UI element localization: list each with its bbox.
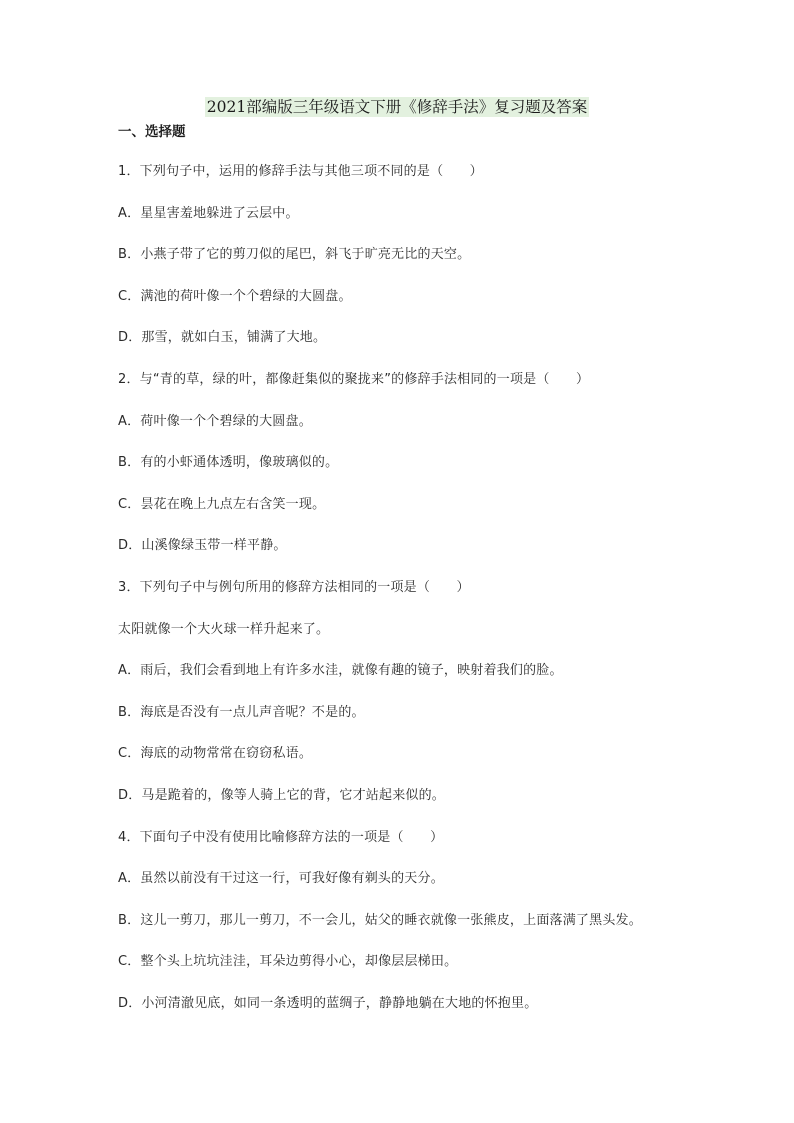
q3-option-a: A．雨后，我们会看到地上有许多水洼，就像有趣的镜子，映射着我们的脸。 (118, 663, 563, 678)
title-text: 2021部编版三年级语文下册《修辞手法》复习题及答案 (206, 98, 588, 116)
q2-option-a: A．荷叶像一个个碧绿的大圆盘。 (118, 414, 312, 429)
q3-example: 太阳就像一个大火球一样升起来了。 (118, 622, 330, 637)
question-4: 4．下面句子中没有使用比喻修辞方法的一项是（ ） (118, 830, 444, 845)
q1-option-d: D．那雪，就如白玉，铺满了大地。 (118, 330, 327, 345)
q2-option-b: B．有的小虾通体透明，像玻璃似的。 (118, 455, 339, 470)
q3-option-d: D．马是跪着的，像等人骑上它的背，它才站起来似的。 (118, 788, 446, 803)
q4-option-b: B．这儿一剪刀，那儿一剪刀，不一会儿，姑父的睡衣就像一张熊皮，上面落满了黑头发。 (118, 913, 642, 928)
q1-option-c: C．满池的荷叶像一个个碧绿的大圆盘。 (118, 289, 352, 304)
q2-option-d: D．山溪像绿玉带一样平静。 (118, 538, 287, 553)
question-1: 1．下列句子中，运用的修辞手法与其他三项不同的是（ ） (118, 164, 483, 179)
q2-option-c: C．昙花在晚上九点左右含笑一现。 (118, 497, 326, 512)
question-3: 3．下列句子中与例句所用的修辞方法相同的一项是（ ） (118, 580, 470, 595)
q1-option-a: A．星星害羞地躲进了云层中。 (118, 206, 299, 221)
q4-option-d: D．小河清澈见底，如同一条透明的蓝绸子，静静地躺在大地的怀抱里。 (118, 996, 538, 1011)
q3-option-b: B．海底是否没有一点儿声音呢？不是的。 (118, 705, 365, 720)
document-title (0, 95, 794, 117)
section-heading: 一、选择题 (118, 124, 186, 140)
q4-option-a: A．虽然以前没有干过这一行，可我好像有剃头的天分。 (118, 871, 444, 886)
question-2: 2．与“青的草，绿的叶，都像赶集似的聚拢来”的修辞手法相同的一项是（ ） (118, 372, 590, 387)
q3-option-c: C．海底的动物常常在窃窃私语。 (118, 746, 313, 761)
q1-option-b: B．小燕子带了它的剪刀似的尾巴，斜飞于旷亮无比的天空。 (118, 247, 471, 262)
q4-option-c: C．整个头上坑坑洼洼，耳朵边剪得小心，却像层层梯田。 (118, 954, 458, 969)
